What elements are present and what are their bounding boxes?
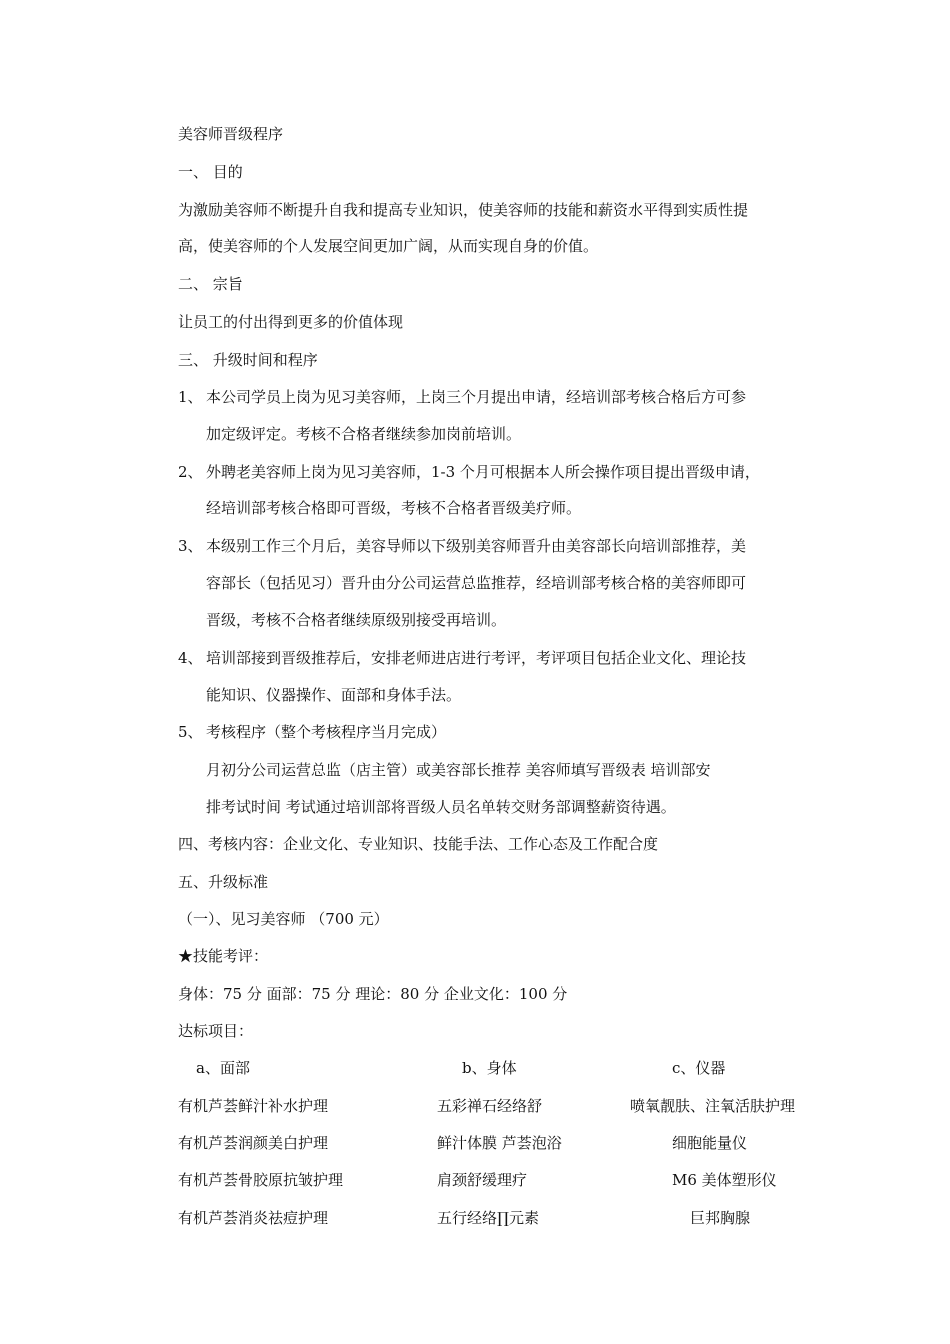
list-item-line: 外聘老美容师上岗为见习美容师，1-3 个月可根据本人所会操作项目提出晋级申请， <box>206 463 760 481</box>
list-number: 3、 <box>178 537 203 555</box>
table-cell: 肩颈舒缓理疗 <box>437 1171 528 1189</box>
level-heading: （一）、见习美容师 （700 元） <box>178 910 389 928</box>
table-cell: 鲜汁体膜 芦荟泡浴 <box>437 1134 562 1152</box>
table-cell: 有机芦荟骨胶原抗皱护理 <box>178 1171 344 1189</box>
paragraph-line: 让员工的付出得到更多的价值体现 <box>178 313 404 331</box>
section-heading-aim: 二、 宗旨 <box>178 275 243 293</box>
list-item-line: 考核程序（整个考核程序当月完成） <box>206 723 447 741</box>
table-cell: 喷氧靓肤、注氧活肤护理 <box>630 1097 796 1115</box>
skill-eval-label: ★技能考评： <box>178 947 269 965</box>
table-cell: 有机芦荟润颜美白护理 <box>178 1134 329 1152</box>
list-item-line: 本级别工作三个月后，美容导师以下级别美容师晋升由美容部长向培训部推荐，美 <box>206 537 747 555</box>
table-cell: 巨邦胸腺 <box>690 1209 751 1227</box>
list-item-line: 能知识、仪器操作、面部和身体手法。 <box>206 686 462 704</box>
list-number: 4、 <box>178 649 203 667</box>
column-header-face: a、面部 <box>196 1059 250 1077</box>
list-item-line: 容部长（包括见习）晋升由分公司运营总监推荐，经培训部考核合格的美容师即可 <box>206 574 747 592</box>
column-header-device: c、仪器 <box>672 1059 726 1077</box>
column-header-body: b、身体 <box>462 1059 517 1077</box>
table-cell: 五彩禅石经络舒 <box>437 1097 543 1115</box>
list-number: 2、 <box>178 463 203 481</box>
table-cell: 细胞能量仪 <box>672 1134 748 1152</box>
section-heading-procedure: 三、 升级时间和程序 <box>178 351 318 369</box>
document-title: 美容师晋级程序 <box>178 125 284 143</box>
table-cell: 有机芦荟鲜汁补水护理 <box>178 1097 329 1115</box>
list-item-line: 晋级，考核不合格者继续原级别接受再培训。 <box>206 611 507 629</box>
table-cell: 有机芦荟消炎祛痘护理 <box>178 1209 329 1227</box>
list-item-line: 排考试时间 考试通过培训部将晋级人员名单转交财务部调整薪资待遇。 <box>206 798 676 816</box>
list-item-line: 培训部接到晋级推荐后，安排老师进店进行考评，考评项目包括企业文化、理论技 <box>206 649 747 667</box>
table-cell: M6 美体塑形仪 <box>672 1171 777 1189</box>
paragraph-line: 为激励美容师不断提升自我和提高专业知识，使美容师的技能和薪资水平得到实质性提 <box>178 201 749 219</box>
table-cell: 五行经络∏元素 <box>437 1209 539 1227</box>
list-item-line: 月初分公司运营总监（店主管）或美容部长推荐 美容师填写晋级表 培训部安 <box>206 761 711 779</box>
list-item-line: 经培训部考核合格即可晋级，考核不合格者晋级美疗师。 <box>206 499 582 517</box>
standard-items-label: 达标项目： <box>178 1022 254 1040</box>
paragraph-line: 高，使美容师的个人发展空间更加广阔，从而实现自身的价值。 <box>178 237 599 255</box>
score-line: 身体：75 分 面部：75 分 理论：80 分 企业文化：100 分 <box>178 985 568 1003</box>
list-item-line: 本公司学员上岗为见习美容师，上岗三个月提出申请，经培训部考核合格后方可参 <box>206 388 747 406</box>
section-heading-purpose: 一、 目的 <box>178 163 243 181</box>
list-number: 5、 <box>178 723 203 741</box>
list-item-line: 加定级评定。考核不合格者继续参加岗前培训。 <box>206 425 522 443</box>
section-heading-standard: 五、升级标准 <box>178 873 269 891</box>
section-heading-content: 四、考核内容：企业文化、专业知识、技能手法、工作心态及工作配合度 <box>178 835 659 853</box>
list-number: 1、 <box>178 388 203 406</box>
